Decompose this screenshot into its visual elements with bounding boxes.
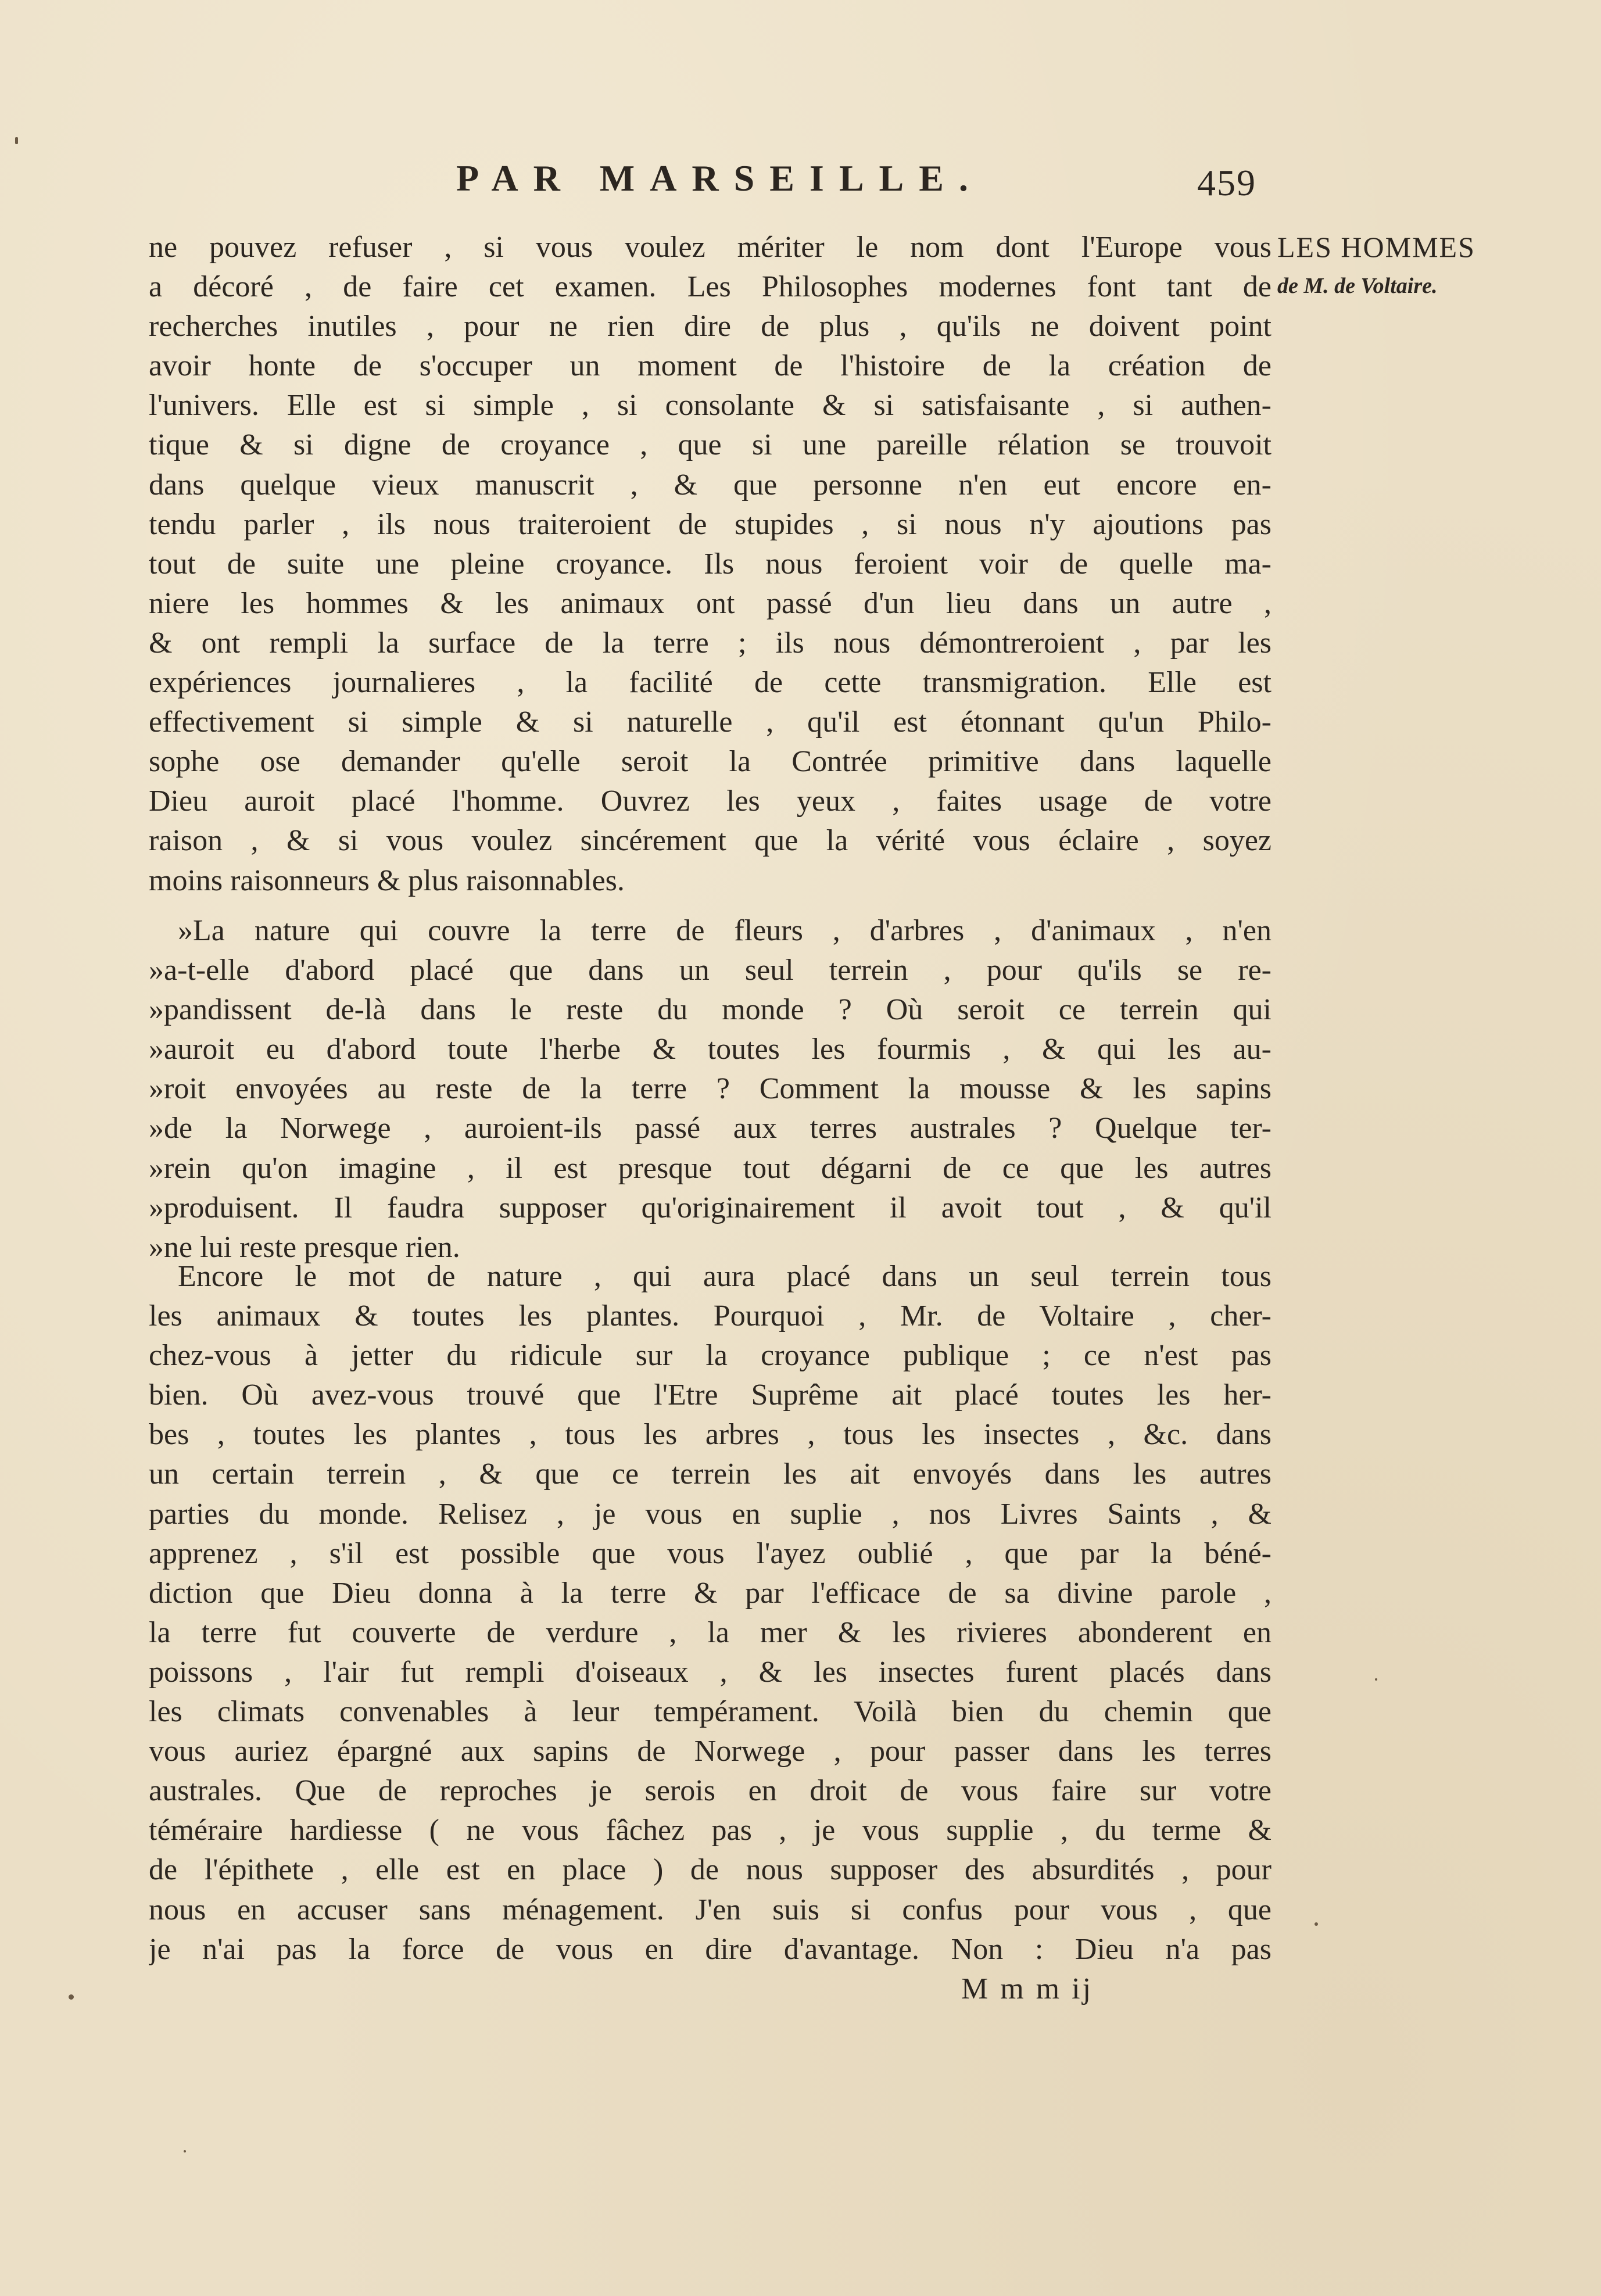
- text-line: vous auriez épargné aux sapins de Norwege , pour passer dans les terres: [149, 1735, 1272, 1768]
- paper-speck: [1375, 1678, 1377, 1681]
- text-line: poissons , l'air fut rempli d'oiseaux , & les insectes furent placés dans: [149, 1655, 1272, 1689]
- text-line: sophe ose demander qu'elle seroit la Contrée primitive dans laquelle: [149, 745, 1272, 779]
- text-line: je n'ai pas la force de vous en dire d'avantage. Non : Dieu n'a pas: [149, 1932, 1272, 1966]
- paper-speck: [1315, 1922, 1318, 1926]
- text-line: tique & si digne de croyance , que si une pareille rélation se trouvoit: [149, 428, 1272, 462]
- text-line: apprenez , s'il est possible que vous l'ayez oublié , que par la béné-: [149, 1536, 1272, 1570]
- paragraph-3: [149, 1257, 1272, 1969]
- text-line: Dieu auroit placé l'homme. Ouvrez les yeux , faites usage de votre: [149, 785, 1272, 818]
- text-line: raison , & si vous voulez sincérement que la vérité vous éclaire , soyez: [149, 824, 1272, 858]
- text-line: »roit envoyées au reste de la terre ? Comment la mousse & les sapins: [149, 1072, 1272, 1106]
- text-line: »La nature qui couvre la terre de fleurs , d'arbres , d'animaux , n'en: [178, 914, 1272, 947]
- running-title: PAR MARSEILLE.: [456, 157, 983, 199]
- text-line: bien. Où avez-vous trouvé que l'Etre Suprême ait placé toutes les her-: [149, 1378, 1272, 1412]
- text-line: »ne lui reste presque rien.: [149, 1230, 460, 1264]
- text-line: »rein qu'on imagine , il est presque tout dégarni de ce que les autres: [149, 1151, 1272, 1185]
- paper-speck: [184, 2150, 186, 2152]
- text-line: »auroit eu d'abord toute l'herbe & toutes les fourmis , & qui les au-: [149, 1033, 1272, 1066]
- paragraph-2: [149, 911, 1272, 1267]
- text-line: expériences journalieres , la facilité de cette transmigration. Elle est: [149, 666, 1272, 700]
- text-line: Encore le mot de nature , qui aura placé dans un seul terrein tous: [178, 1260, 1272, 1293]
- text-line: les climats convenables à leur tempérament. Voilà bien du chemin que: [149, 1695, 1272, 1729]
- text-line: niere les hommes & les animaux ont passé d'un lieu dans un autre ,: [149, 586, 1272, 620]
- text-line: »produisent. Il faudra supposer qu'originairement il avoit tout , & qu'il: [149, 1191, 1272, 1224]
- text-line: de l'épithete , elle est en place ) de nous supposer des absurdités , pour: [149, 1853, 1272, 1887]
- text-line: dans quelque vieux manuscrit , & que personne n'en eut encore en-: [149, 468, 1272, 502]
- text-line: l'univers. Elle est si simple , si consolante & si satisfaisante , si authen-: [149, 389, 1272, 422]
- text-line: la terre fut couverte de verdure , la mer & les rivieres abonderent en: [149, 1616, 1272, 1649]
- signature-mark: M m m ij: [961, 1972, 1094, 2005]
- text-line: moins raisonneurs & plus raisonnables.: [149, 864, 625, 897]
- text-line: bes , toutes les plantes , tous les arbres , tous les insectes , &c. dans: [149, 1418, 1272, 1452]
- text-line: avoir honte de s'occuper un moment de l'histoire de la création de: [149, 349, 1272, 383]
- margin-note-title: LES HOMMES: [1277, 231, 1475, 263]
- text-line: australes. Que de reproches je serois en droit de vous faire sur votre: [149, 1774, 1272, 1808]
- page-number: 459: [1197, 162, 1256, 203]
- text-line: effectivement si simple & si naturelle , qu'il est étonnant qu'un Philo-: [149, 705, 1272, 739]
- text-line: chez-vous à jetter du ridicule sur la croyance publique ; ce n'est pas: [149, 1339, 1272, 1373]
- text-line: nous en accuser sans ménagement. J'en suis si confus pour vous , que: [149, 1893, 1272, 1926]
- text-line: ne pouvez refuser , si vous voulez mériter le nom dont l'Europe vous: [149, 231, 1272, 264]
- text-line: »de la Norwege , auroient-ils passé aux terres australes ? Quelque ter-: [149, 1112, 1272, 1145]
- text-line: recherches inutiles , pour ne rien dire de plus , qu'ils ne doivent point: [149, 310, 1272, 343]
- paper-speck: [69, 1994, 74, 2000]
- text-line: »a-t-elle d'abord placé que dans un seul terrein , pour qu'ils se re-: [149, 954, 1272, 987]
- text-line: diction que Dieu donna à la terre & par l'efficace de sa divine parole ,: [149, 1576, 1272, 1610]
- text-line: tendu parler , ils nous traiteroient de stupides , si nous n'y ajoutions pas: [149, 507, 1272, 541]
- paper-speck: [15, 137, 18, 144]
- text-line: un certain terrein , & que ce terrein les ait envoyés dans les autres: [149, 1457, 1272, 1491]
- margin-note-subtitle: de M. de Voltaire.: [1277, 274, 1438, 298]
- text-line: a décoré , de faire cet examen. Les Philosophes modernes font tant de: [149, 270, 1272, 304]
- text-line: les animaux & toutes les plantes. Pourquoi , Mr. de Voltaire , cher-: [149, 1299, 1272, 1333]
- text-line: & ont rempli la surface de la terre ; ils nous démontreroient , par les: [149, 626, 1272, 660]
- paragraph-1: [149, 228, 1272, 901]
- text-line: »pandissent de-là dans le reste du monde ? Où seroit ce terrein qui: [149, 993, 1272, 1027]
- text-line: tout de suite une pleine croyance. Ils nous feroient voir de quelle ma-: [149, 547, 1272, 581]
- text-line: parties du monde. Relisez , je vous en suplie , nos Livres Saints , &: [149, 1497, 1272, 1531]
- text-line: téméraire hardiesse ( ne vous fâchez pas , je vous supplie , du terme &: [149, 1814, 1272, 1847]
